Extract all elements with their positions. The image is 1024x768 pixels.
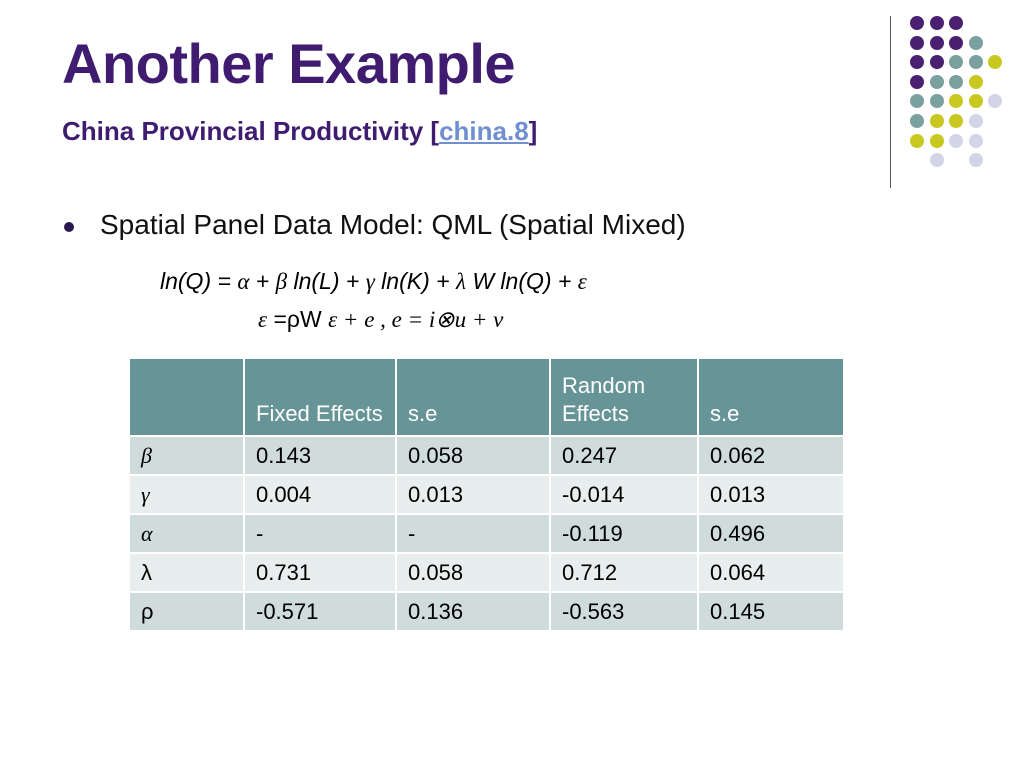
header-cell-blank xyxy=(129,358,244,436)
decorative-dot xyxy=(930,75,944,89)
subtitle-text: China Provincial Productivity [ xyxy=(62,116,440,146)
decorative-dot-grid xyxy=(0,0,1024,200)
decorative-dot xyxy=(988,94,1002,108)
decorative-dot xyxy=(930,36,944,50)
decorative-dot xyxy=(930,134,944,148)
decorative-dot xyxy=(930,94,944,108)
decorative-dot xyxy=(910,36,924,50)
equation-error: ε =ρW ε + e , e = i⊗u + v xyxy=(258,306,504,332)
decorative-dot xyxy=(949,36,963,50)
table-cell: 0.058 xyxy=(396,436,550,475)
results-table xyxy=(128,357,845,632)
table-cell: -0.571 xyxy=(244,592,396,631)
decorative-dot xyxy=(949,16,963,30)
header-cell-random-effects: Random Effects xyxy=(550,358,698,436)
decorative-dot xyxy=(930,55,944,69)
decorative-dot xyxy=(910,134,924,148)
table-cell: 0.062 xyxy=(698,436,844,475)
row-label: γ xyxy=(129,475,244,514)
decorative-dot xyxy=(969,94,983,108)
decorative-dot xyxy=(969,134,983,148)
decorative-dot xyxy=(949,134,963,148)
decorative-dot xyxy=(930,114,944,128)
header-cell-fixed-effects: Fixed Effects xyxy=(244,358,396,436)
decorative-dot xyxy=(910,75,924,89)
table-cell: 0.013 xyxy=(698,475,844,514)
table-cell: 0.143 xyxy=(244,436,396,475)
slide-title: Another Example xyxy=(62,32,516,95)
decorative-dot xyxy=(910,94,924,108)
table-cell: 0.058 xyxy=(396,553,550,592)
decorative-dot xyxy=(910,55,924,69)
equation-main: ln(Q) = α + β ln(L) + γ ln(K) + λ W ln(Q) + ε xyxy=(160,268,587,294)
table-cell: - xyxy=(396,514,550,553)
bullet-text: Spatial Panel Data Model: QML (Spatial Mixed) xyxy=(100,209,686,240)
decorative-dot xyxy=(969,114,983,128)
decorative-dot xyxy=(949,94,963,108)
table-cell: 0.145 xyxy=(698,592,844,631)
row-label: α xyxy=(129,514,244,553)
table-cell: -0.014 xyxy=(550,475,698,514)
table-row xyxy=(129,553,844,592)
table-cell: 0.013 xyxy=(396,475,550,514)
decorative-dot xyxy=(930,16,944,30)
slide-subtitle xyxy=(62,118,537,144)
table-row xyxy=(129,592,844,631)
table-header-row xyxy=(129,358,844,436)
table-cell: 0.064 xyxy=(698,553,844,592)
row-label: ρ xyxy=(129,592,244,631)
decorative-dot xyxy=(969,75,983,89)
table-cell: 0.712 xyxy=(550,553,698,592)
decorative-dot xyxy=(949,55,963,69)
subtitle-link[interactable]: china.8 xyxy=(439,116,529,146)
table-cell: 0.136 xyxy=(396,592,550,631)
header-cell-se-random: s.e xyxy=(698,358,844,436)
table-cell: 0.731 xyxy=(244,553,396,592)
table-row xyxy=(129,514,844,553)
divider-line xyxy=(890,16,891,188)
decorative-dot xyxy=(930,153,944,167)
decorative-dot xyxy=(988,55,1002,69)
table-cell: - xyxy=(244,514,396,553)
table-cell: -0.119 xyxy=(550,514,698,553)
decorative-dot xyxy=(949,114,963,128)
subtitle-bracket: ] xyxy=(528,116,538,146)
decorative-dot xyxy=(969,55,983,69)
decorative-dot xyxy=(949,75,963,89)
table-row xyxy=(129,436,844,475)
decorative-dot xyxy=(910,16,924,30)
table-cell: -0.563 xyxy=(550,592,698,631)
decorative-dot xyxy=(969,36,983,50)
table-cell: 0.496 xyxy=(698,514,844,553)
row-label: λ xyxy=(129,553,244,592)
table-cell: 0.247 xyxy=(550,436,698,475)
table-cell: 0.004 xyxy=(244,475,396,514)
row-label: β xyxy=(129,436,244,475)
decorative-dot xyxy=(910,114,924,128)
table-row xyxy=(129,475,844,514)
header-cell-se-fixed: s.e xyxy=(396,358,550,436)
bullet-dot-icon xyxy=(64,222,74,232)
decorative-dot xyxy=(969,153,983,167)
